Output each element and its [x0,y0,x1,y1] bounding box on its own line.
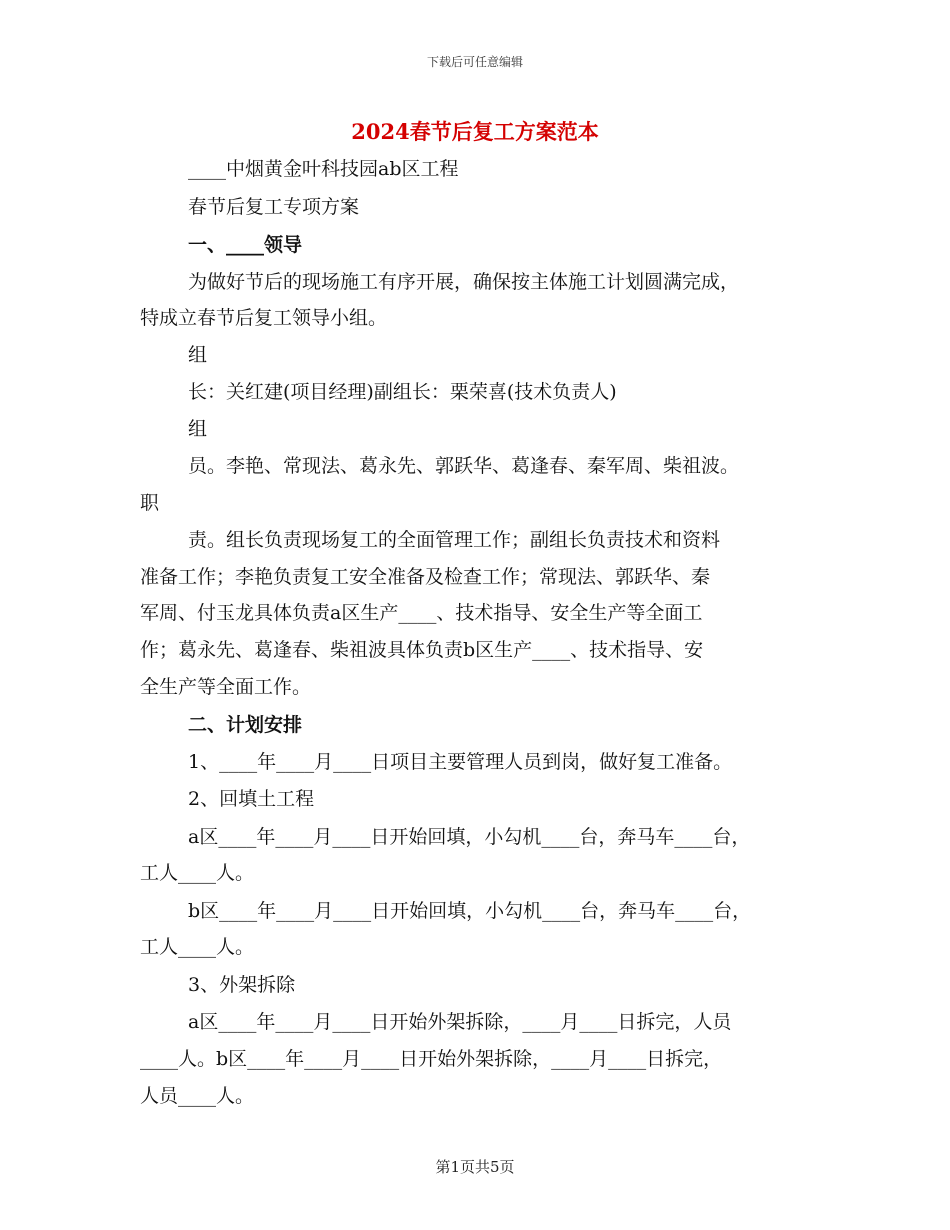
paragraph-line: 工人____人。 [140,862,255,884]
paragraph-line: a区____年____月____日开始外架拆除，____月____日拆完，人员 [188,1011,732,1033]
paragraph-line: 3、外架拆除 [188,974,296,996]
project-name-line: ____中烟黄金叶科技园ab区工程 [188,158,459,180]
section-heading-plan: 二、计划安排 [188,714,303,736]
paragraph-line: 准备工作；李艳负责复工安全准备及检查工作；常现法、郭跃华、秦 [140,566,711,588]
subtitle-line: 春节后复工专项方案 [188,196,360,218]
document-title: 2024春节后复工方案范本 [351,119,599,144]
paragraph-line: 责。组长负责现场复工的全面管理工作；副组长负责技术和资料 [188,529,721,551]
paragraph-line: 作；葛永先、葛逢春、柴祖波具体负责b区生产____、技术指导、安 [140,639,704,661]
page-footer: 第1页共5页 [435,1158,515,1176]
paragraph-line: 工人____人。 [140,936,255,958]
paragraph-line: 为做好节后的现场施工有序开展，确保按主体施工计划圆满完成， [188,271,740,293]
paragraph-line: 长：关红建(项目经理)副组长：栗荣喜(技术负责人) [188,381,617,403]
page-header: 下载后可任意编辑 [426,55,523,69]
paragraph-line: 全生产等全面工作。 [140,676,312,698]
paragraph-line: 员。李艳、常现法、葛永先、郭跃华、葛逢春、秦军周、柴祖波。 [188,455,740,477]
paragraph-line: b区____年____月____日开始回填，小勾机____台，奔马车____台， [188,900,752,922]
paragraph-line: ____人。b区____年____月____日开始外架拆除，____月____日拆完， [140,1048,723,1070]
paragraph-line: 2、回填土工程 [188,788,315,810]
section-heading-leadership: 一、____领导 [188,234,303,256]
paragraph-line: 军周、付玉龙具体负责a区生产____、技术指导、安全生产等全面工 [140,602,703,624]
paragraph-line: 组 [188,344,208,366]
paragraph-line: 组 [188,418,208,440]
paragraph-line: a区____年____月____日开始回填，小勾机____台，奔马车____台， [188,826,751,848]
paragraph-line: 1、____年____月____日项目主要管理人员到岗，做好复工准备。 [188,751,733,773]
paragraph-line: 职 [140,492,160,514]
paragraph-line: 人员____人。 [140,1085,255,1107]
paragraph-line: 特成立春节后复工领导小组。 [140,307,388,329]
